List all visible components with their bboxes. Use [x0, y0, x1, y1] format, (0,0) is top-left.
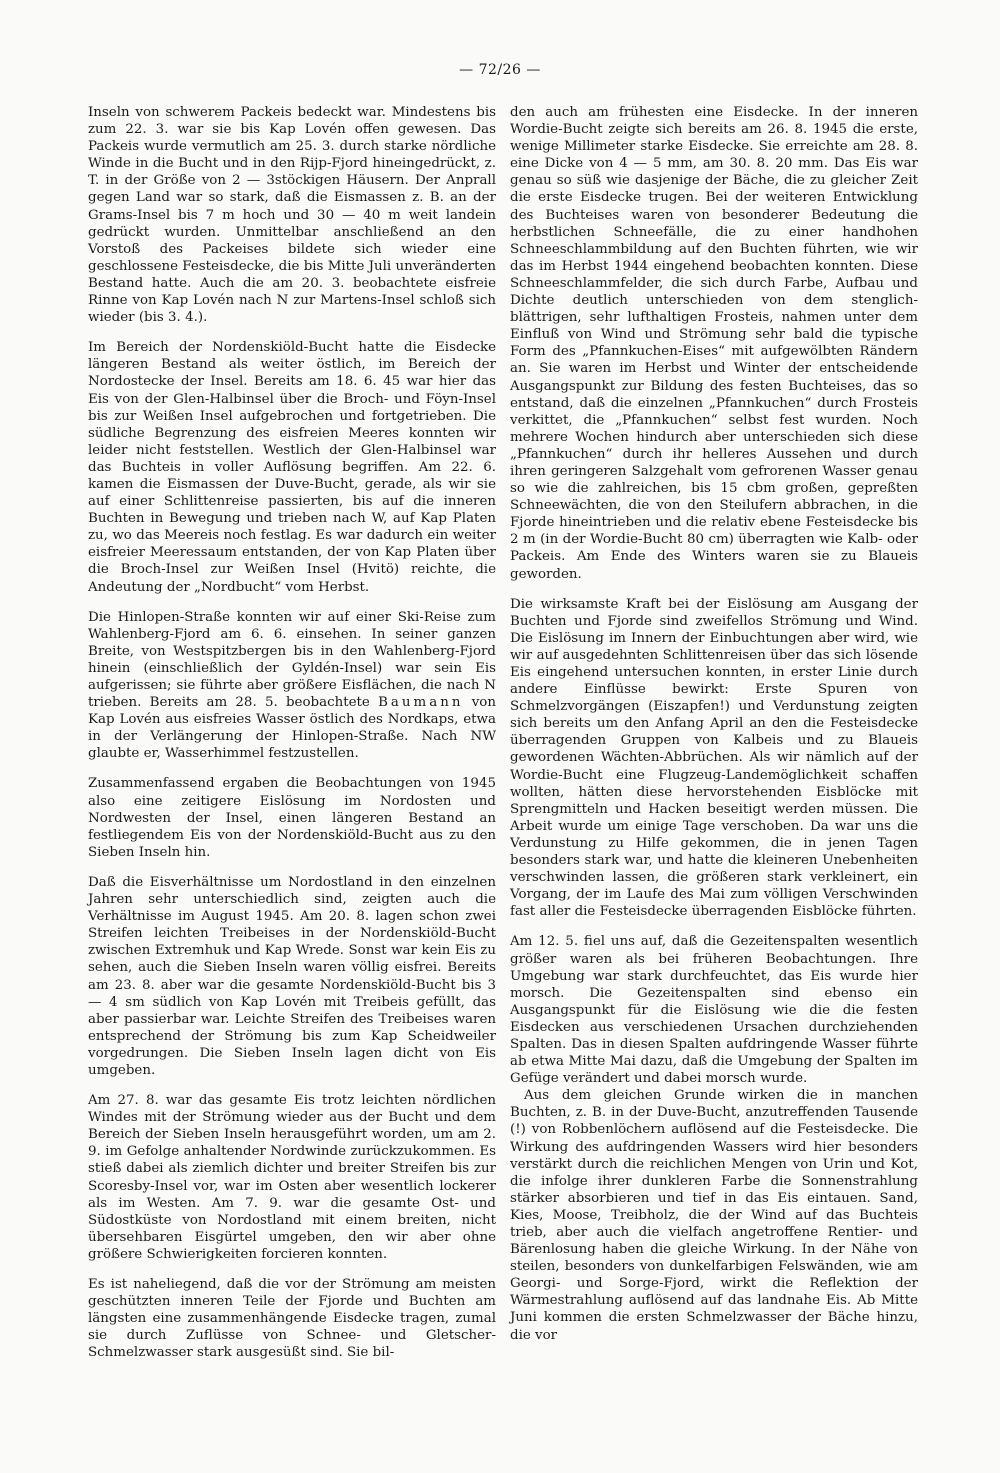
- paragraph: Es ist naheliegend, daß die vor der Strömung am meisten geschützten inneren Teile der Fjorde und Buchten am längsten eine zusammenhängende Eisdecke tragen, zumal sie durch Zuflüsse von Schnee- und Gletscher-Schmelzwasser stark ausgesüßt sind. Sie bil-: [88, 1277, 496, 1361]
- paragraph: [88, 609, 496, 763]
- right-column: [510, 104, 918, 1357]
- paragraph: Am 12. 5. fiel uns auf, daß die Gezeitenspalten wesentlich größer waren als bei früheren Beobachtungen. Ihre Umgebung war stark durchfeuchtet, das Eis wurde hier morsch. Die Gezeitenspalten sind ebenso ein Ausgangspunkt für die Eislösung wie die die festen Eisdecken aus verschiedenen Ursachen durchziehenden Spalten. Das in diesen Spalten aufdringende Wasser führte ab etwa Mitte Mai dazu, daß die Umgebung der Spalten im Gefüge verändert und dabei morsch wurde.: [510, 934, 918, 1087]
- paragraph: Am 27. 8. war das gesamte Eis trotz leichten nördlichen Windes mit der Strömung wieder aus der Bucht und dem Bereich der Sieben Inseln herausgeführt worden, um am 2. 9. im Gefolge anhaltender Nordwinde zurückzukommen. Es stieß dabei als ziemlich dichter und breiter Streifen bis zur Scoresby-Insel vor, war im Osten aber wesentlich lockerer als im Westen. Am 7. 9. war die gesamte Ost- und Südostküste von Nordostland mit einem breiten, nicht übersehbaren Eisgürtel umgeben, den wir aber ohne größere Schwierigkeiten forcieren konnten.: [88, 1093, 496, 1262]
- paragraph: Im Bereich der Nordenskiöld-Bucht hatte die Eisdecke längeren Bestand als weiter östlich, im Bereich der Nordostecke der Insel. Bereits am 18. 6. 45 war hier das Eis von der Glen-Halbinsel über die Broch- und Föyn-Insel bis zur Weißen Insel aufgebrochen und fortgetrieben. Die südliche Begrenzung des eisfreien Meeres konnten wir leider nicht feststellen. Westlich der Glen-Halbinsel war das Buchteis in voller Auflösung begriffen. Am 22. 6. kamen die Eismassen der Duve-Bucht, gerade, als wir sie auf einer Schlittenreise passierten, bis auf die inneren Buchten in Bewegung und trieben nach W, auf Kap Platen zu, wo das Meereis noch festlag. Es war dadurch ein weiter eisfreier Meeressaum entstanden, der von Kap Platen über die Broch-Insel zur Weißen Insel (Hvitö) reichte, die Andeutung der „Nordbucht“ vom Herbst.: [88, 340, 496, 595]
- paragraph: Inseln von schwerem Packeis bedeckt war. Mindestens bis zum 22. 3. war sie bis Kap Lovén offen gewesen. Das Packeis wurde vermutlich am 25. 3. durch starke nördliche Winde in die Bucht und in den Rijp-Fjord hineingedrückt, z. T. in der Größe von 2 — 3stöckigen Häusern. Der Anprall gegen Land war so stark, daß die Eismassen z. B. an der Grams-Insel bis 7 m hoch und 30 — 40 m weit landein gedrückt wurden. Unmittelbar anschließend an den Vorstoß des Packeises bildete sich wieder eine geschlossene Festeisdecke, die bis Mitte Juli unveränderten Bestand hatte. Auch die am 20. 3. beobachtete eisfreie Rinne von Kap Lovén nach N zur Martens-Insel schloß sich wieder (bis 3. 4.).: [88, 105, 497, 326]
- paragraph: Die wirksamste Kraft bei der Eislösung am Ausgang der Buchten und Fjorde sind zweifellos Strömung und Wind. Die Eislösung im Innern der Einbuchtungen aber wird, wie wir auf ausgedehnten Schlittenreisen über das sich lösende Eis eingehend untersuchen konnten, in erster Linie durch andere Einflüsse bewirkt: Erste Spuren von Schmelzvorgängen (Eiszapfen!) und Verdunstung zeigten sich bereits um den Anfang April an den die Festeisdecke überragenden Gruppen von Kalbeis und zu Blaueis gewordenen Wächten-Abbrüchen. Als wir nämlich auf der Wordie-Bucht eine Flugzeug-Landemöglichkeit schaffen wollten, hätten diese hervorstehenden Eisblöcke mit Sprengmitteln und Hacken beseitigt werden müssen. Die Arbeit wurde um einige Tage verschoben. Da war uns die Verdunstung zu Hilfe gekommen, die in jenen Tagen besonders stark war, und hatte die kleineren Unebenheiten verschwinden lassen, die größeren stark verkleinert, ein Vorgang, der im Laufe des Mai zum völligen Verschwinden fast aller die Festeisdecke überragenden Eisblöcke führten.: [510, 596, 918, 920]
- paragraph: Daß die Eisverhältnisse um Nordostland in den einzelnen Jahren sehr unterschiedlich sind, zeigten auch die Verhältnisse im August 1945. Am 20. 8. lagen schon zwei Streifen leichten Treibeises in der Nordenskiöld-Bucht zwischen Extremhuk und Kap Wrede. Sonst war kein Eis zu sehen, auch die Sieben Inseln waren völlig eisfrei. Bereits am 23. 8. aber war die gesamte Nordenskiöld-Bucht bis 3 — 4 sm südlich von Kap Lovén mit Treibeis gefüllt, das aber passierbar war. Leichte Streifen des Treibeises waren entsprechend der Strömung bis zum Kap Scheidweiler vorgedrungen. Die Sieben Inseln lagen dicht von Eis umgeben.: [88, 874, 496, 1078]
- paragraph: Aus dem gleichen Grunde wirken die in manchen Buchten, z. B. in der Duve-Bucht, anzutreffenden Tausende (!) von Robbenlöchern auflösend auf die Festeisdecke. Die Wirkung des aufdringenden Wassers wird hier besonders verstärkt durch die reichlichen Mengen von Urin und Kot, die infolge ihrer dunkleren Farbe die Sonnenstrahlung stärker absorbieren und tief in das Eis eintauen. Sand, Kies, Moose, Treibholz, die der Wind auf das Buchteis trieb, aber auch die vielfach angetroffene Rentier- und Bärenlosung haben die gleiche Wirkung. In der Nähe von steilen, besonders von dunkelfarbigen Felswänden, wie am Georgi- und Sorge-Fjord, wirkt die Reflektion der Wärmestrahlung auflösend auf das landnahe Eis. Ab Mitte Juni kommen die ersten Schmelzwasser der Bäche hinzu, die vor: [510, 1088, 918, 1343]
- author-name: Baumann: [378, 695, 464, 711]
- left-column: [88, 104, 496, 1374]
- paragraph-text: von Kap Lovén aus eisfreies Wasser östlich des Nordkaps, etwa in der Verlängerung der Hinlopen-Straße. Nach NW glaubte er, Wasserhimmel festzustellen.: [88, 695, 496, 762]
- paragraph-text: Die Hinlopen-Straße konnten wir auf einer Ski-Reise zum Wahlenberg-Fjord am 6. 6. einsehen. In seiner ganzen Breite, von Westspitzbergen bis in den Wahlenberg-Fjord hinein (einschließlich der Gyldén-Insel) war sein Eis aufgerissen; sie führte aber größere Eisflächen, die nach N trieben. Bereits am 28. 5. beobachtete: [88, 609, 496, 711]
- paragraph: Zusammenfassend ergaben die Beobachtungen von 1945 also eine zeitigere Eislösung im Nordosten und Nordwesten der Insel, einen längeren Bestand an festliegendem Eis von der Nordenskiöld-Bucht aus zu den Sieben Inseln hin.: [88, 776, 496, 860]
- paragraph: den auch am frühesten eine Eisdecke. In der inneren Wordie-Bucht zeigte sich bereits am 26. 8. 1945 die erste, wenige Millimeter starke Eisdecke. Sie erreichte am 28. 8. eine Dicke von 4 — 5 mm, am 30. 8. 20 mm. Das Eis war genau so süß wie dasjenige der Bäche, die zu gleicher Zeit die erste Eisdecke trugen. Bei der weiteren Entwicklung des Buchteises waren von besonderer Bedeutung die herbstlichen Schneefälle, die zu einer handhohen Schneeschlammbildung auf den Buchten führten, wie wir das im Herbst 1944 eingehend beobachten konnten. Diese Schneeschlammfelder, die sich durch Farbe, Aufbau und Dichte deutlich unterschieden von dem stenglich-blättrigen, sehr lufthaltigen Frosteis, nahmen unter dem Einfluß von Wind und Strömung sehr bald die typische Form des „Pfannkuchen-Eises“ mit aufgewölbten Rändern an. Sie waren im Herbst und Winter der entscheidende Ausgangspunkt zur Bildung des festen Buchteises, das so entstand, daß die einzelnen „Pfannkuchen“ durch Frosteis verkittet, die „Pfannkuchen“ selbst fest wurden. Noch mehrere Wochen hindurch aber unterschieden sich diese „Pfannkuchen“ durch ihr helleres Aussehen und durch ihren geringeren Salzgehalt vom gefrorenen Wasser genau so wie die zahlreichen, bis 15 cbm großen, gepreßten Schneewächten, die von den Steilufern abbrachen, in die Fjorde hineintrieben und die relativ ebene Festeisdecke bis 2 m (in der Wordie-Bucht 80 cm) überragten wie Kalb- oder Packeis. Am Ende des Winters waren sie zu Blaueis geworden.: [510, 105, 918, 582]
- page-number: — 72/26 —: [459, 62, 541, 78]
